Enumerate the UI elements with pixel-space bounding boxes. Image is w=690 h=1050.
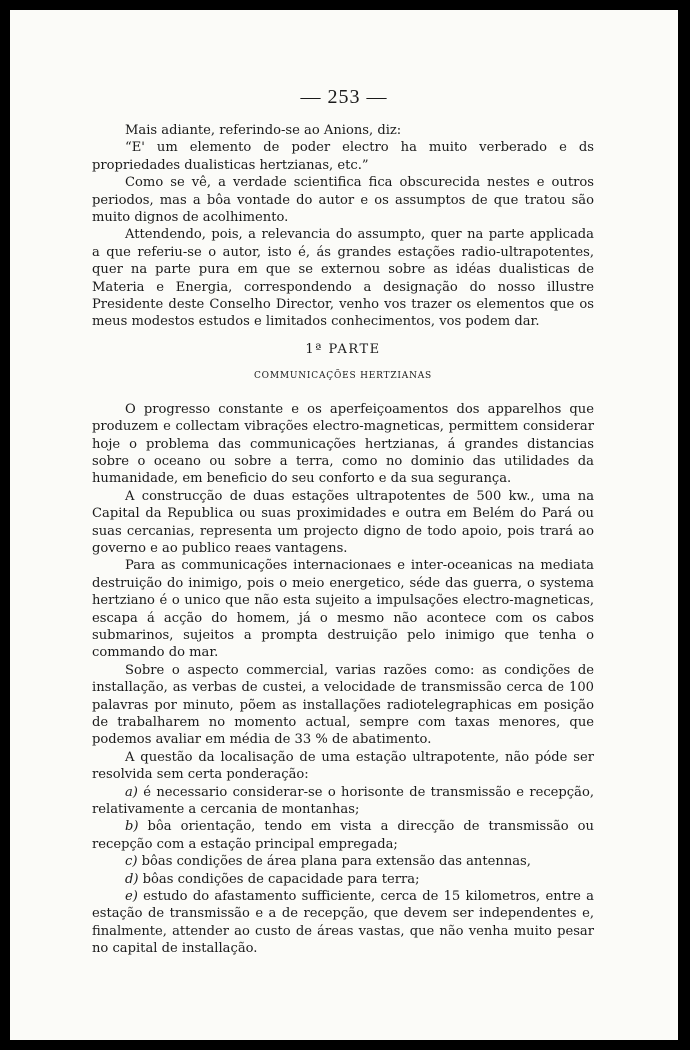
list-item-label: c) bbox=[125, 854, 138, 870]
section-title: COMMUNICAÇÕES HERTZIANAS bbox=[253, 371, 433, 382]
paragraph-progress: O progresso constante e os aperfeiçoamentos dos apparelhos que produzem e collectam vibrações electro-magneticas, permittem considerar hoje o problema das communicações hertzianas, á grandes distancias sobre o oceano ou sobre a terra, como no dominio das utilidades da humanidade, em beneficio do seu conforto e da sua segurança. bbox=[92, 401, 594, 487]
list-item-label: d) bbox=[125, 871, 139, 887]
paragraph-commercial: Sobre o aspecto commercial, varias razões como: as condições de installação, as verbas de custei, a velocidade de transmissão cerca de 100 palavras por minuto, põem as installações radiotelegraphicas em posição de trabalharem no momento actual, sempre com taxas menores, que podemos avaliar em média de 33 % de abatimento. bbox=[92, 662, 594, 748]
list-item-text: bôas condições de capacidade para terra; bbox=[142, 871, 420, 887]
list-item-label: b) bbox=[125, 819, 139, 835]
list-item-label: a) bbox=[125, 784, 138, 800]
paragraph-location: A questão da localisação de uma estação ultrapotente, não póde ser resolvida sem certa ponderação: bbox=[92, 749, 594, 783]
paragraph-quote: “E' um elemento de poder electro ha muito verberado e ds propriedades dualisticas hertzianas, etc.” bbox=[92, 140, 594, 173]
list-item-label: e) bbox=[125, 889, 138, 905]
list-item bbox=[92, 853, 594, 870]
paragraph-intro: Mais adiante, referindo-se ao Anions, diz: bbox=[125, 123, 402, 138]
list-item bbox=[92, 818, 594, 853]
list-item-text: bôa orientação, tendo em vista a direcção de transmissão ou recepção com a estação principal empregada; bbox=[92, 819, 594, 852]
list-item bbox=[92, 888, 594, 958]
list-item-text: é necessario considerar-se o horisonte de transmissão e recepção, relativamente a cercania de montanhas; bbox=[92, 784, 594, 818]
list-item-text: bôas condições de área plana para extensão das antennas, bbox=[141, 854, 531, 870]
paragraph-relevance: Attendendo, pois, a relevancia do assumpto, quer na parte applicada a que referiu-se o autor, isto é, ás grandes estações radio-ultrapotentes, quer na parte pura em que se externou sobre as idéas dualisticas de Materia e Energia, correspondendo a designação do nosso illustre Presidente deste Conselho Director, venho vos trazer os elementos que os meus modestos estudos e limitados conhecimentos, vos podem dar. bbox=[92, 227, 594, 330]
document-page bbox=[10, 10, 678, 1040]
paragraph-construction: A construcção de duas estações ultrapotentes de 500 kw., uma na Capital da Republica ou suas proximidades e outra em Belém do Pará ou suas cercanias, representa um projecto digno de todo apoio, pois trará ao governo e ao publico reaes vantagens. bbox=[92, 488, 594, 556]
list-item-text: estudo do afastamento sufficiente, cerca de 15 kilometros, entre a estação de transmissão e a de recepção, que devem ser independentes e, finalmente, attender ao custo de áreas vastas, que não venha muito pesar no capital de installação. bbox=[92, 889, 594, 957]
page-body bbox=[92, 122, 594, 958]
list-item bbox=[92, 871, 594, 888]
part-title: 1ª PARTE bbox=[305, 341, 381, 357]
page-number: — 253 — bbox=[300, 86, 388, 108]
paragraph-international: Para as communicações internacionaes e inter-oceanicas na mediata destruição do inimigo, pois o meio energetico, séde das guerra, o systema hertziano é o unico que não esta sujeito a impulsações electro-magneticas, escapa á acção do homem, já o mesmo não acontece com os cabos submarinos, sujeitos a prompta destruição pelo inimigo que tenha o commando do mar. bbox=[92, 558, 594, 661]
list-item bbox=[92, 784, 594, 819]
paragraph-observation: Como se vê, a verdade scientifica fica obscurecida nestes e outros periodos, mas a bôa vontade do autor e os assumptos de que tratou são muito dignos de acolhimento. bbox=[92, 175, 594, 226]
